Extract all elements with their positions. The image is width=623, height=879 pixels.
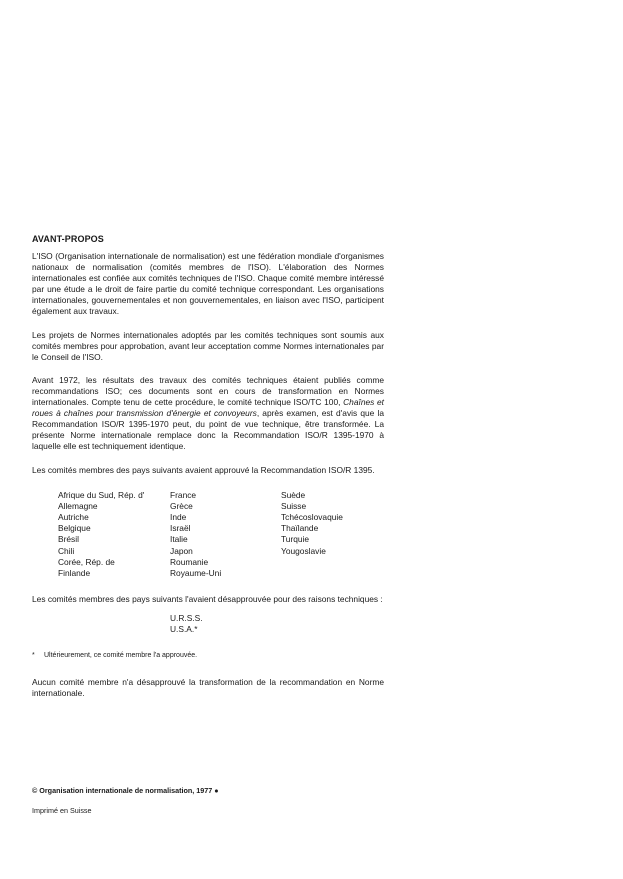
country-item: Autriche <box>58 512 89 522</box>
country-item: Suède <box>281 489 306 500</box>
country-item: U.S.A.* <box>170 623 198 634</box>
country-item: Suisse <box>281 500 307 511</box>
country-item: Corée, Rép. de <box>58 556 115 567</box>
paragraph-history <box>32 375 384 453</box>
paragraph-conclusion: Aucun comité membre n'a désapprouvé la transformation de la recommandation en Norme internationale. <box>32 677 384 699</box>
country-item: Roumanie <box>170 556 209 567</box>
footnote-marker: * <box>32 652 35 660</box>
country-item: France <box>170 489 197 500</box>
country-item: Chili <box>58 545 75 556</box>
country-item: Italie <box>170 534 188 545</box>
country-item: Brésil <box>58 534 79 545</box>
country-item: Grèce <box>170 500 193 511</box>
country-item: Belgique <box>58 523 91 534</box>
country-item: Israël <box>170 523 191 534</box>
country-item: Inde <box>170 512 187 522</box>
paragraph-history-part1: Avant 1972, les résultats des travaux des comités techniques étaient publiés comme recommandations ISO; ces documents sont en cours de transformation en Normes internationales. Compte tenu de cette procédure, le comité technique ISO/TC 100, <box>32 374 384 408</box>
country-item: Royaume-Uni <box>170 568 222 579</box>
country-item: Afrique du Sud, Rép. d' <box>58 489 145 500</box>
paragraph-disapprovers: Les comités membres des pays suivants l'avaient désapprouvée pour des raisons techniques : <box>32 593 383 604</box>
footnote-text: Ultérieurement, ce comité membre l'a approuvée. <box>44 652 198 660</box>
country-item: U.R.S.S. <box>170 612 203 623</box>
country-item: Finlande <box>58 568 91 579</box>
footnote <box>32 651 384 661</box>
copyright-notice: © Organisation internationale de normalisation, 1977 ● <box>32 786 219 795</box>
committee-title: Chaînes et roues à chaînes pour transmission d'énergie et convoyeurs <box>32 397 384 419</box>
country-item: Yougoslavie <box>281 545 326 556</box>
paragraph-approvers: Les comités membres des pays suivants avaient approuvé la Recommandation ISO/R 1395. <box>32 464 375 475</box>
printed-notice: Imprimé en Suisse <box>32 806 92 815</box>
country-column-3 <box>281 490 343 557</box>
country-column-1 <box>58 490 144 580</box>
country-item: Japon <box>170 545 193 556</box>
country-item: Thaïlande <box>281 523 319 534</box>
page-title: AVANT-PROPOS <box>32 234 104 244</box>
approving-countries-list <box>32 490 384 578</box>
country-item: Turquie <box>281 534 310 545</box>
paragraph-iso-intro: L'ISO (Organisation internationale de normalisation) est une fédération mondiale d'organismes nationaux de normalisation (comités membres de l'ISO). L'élaboration des Normes internationales est confiée aux comités techniques de l'ISO. Chaque comité membre intéressé par une étude a le droit de faire partie du comité technique correspondant. Les organisations internationales, gouvernementales et non gouvernementales, en liaison avec l'ISO, participent également aux travaux. <box>32 251 384 317</box>
paragraph-history-part2: , après examen, est d'avis que la Recommandation ISO/R 1395-1970 peut, du point de vue technique, être transformée. La présente Norme internationale remplace donc la Recommandation ISO/R 1395-1970 à laquelle elle est techniquement identique. <box>32 408 384 452</box>
paragraph-approval-process: Les projets de Normes internationales adoptés par les comités techniques sont soumis aux comités membres pour approbation, avant leur acceptation comme Normes internationales par le Conseil de l'ISO. <box>32 329 384 362</box>
country-column-2 <box>170 490 221 580</box>
document-body <box>32 234 384 711</box>
disapproving-countries-list <box>170 613 384 635</box>
country-item: Allemagne <box>58 500 98 511</box>
country-item: Tchécoslovaquie <box>281 512 343 522</box>
